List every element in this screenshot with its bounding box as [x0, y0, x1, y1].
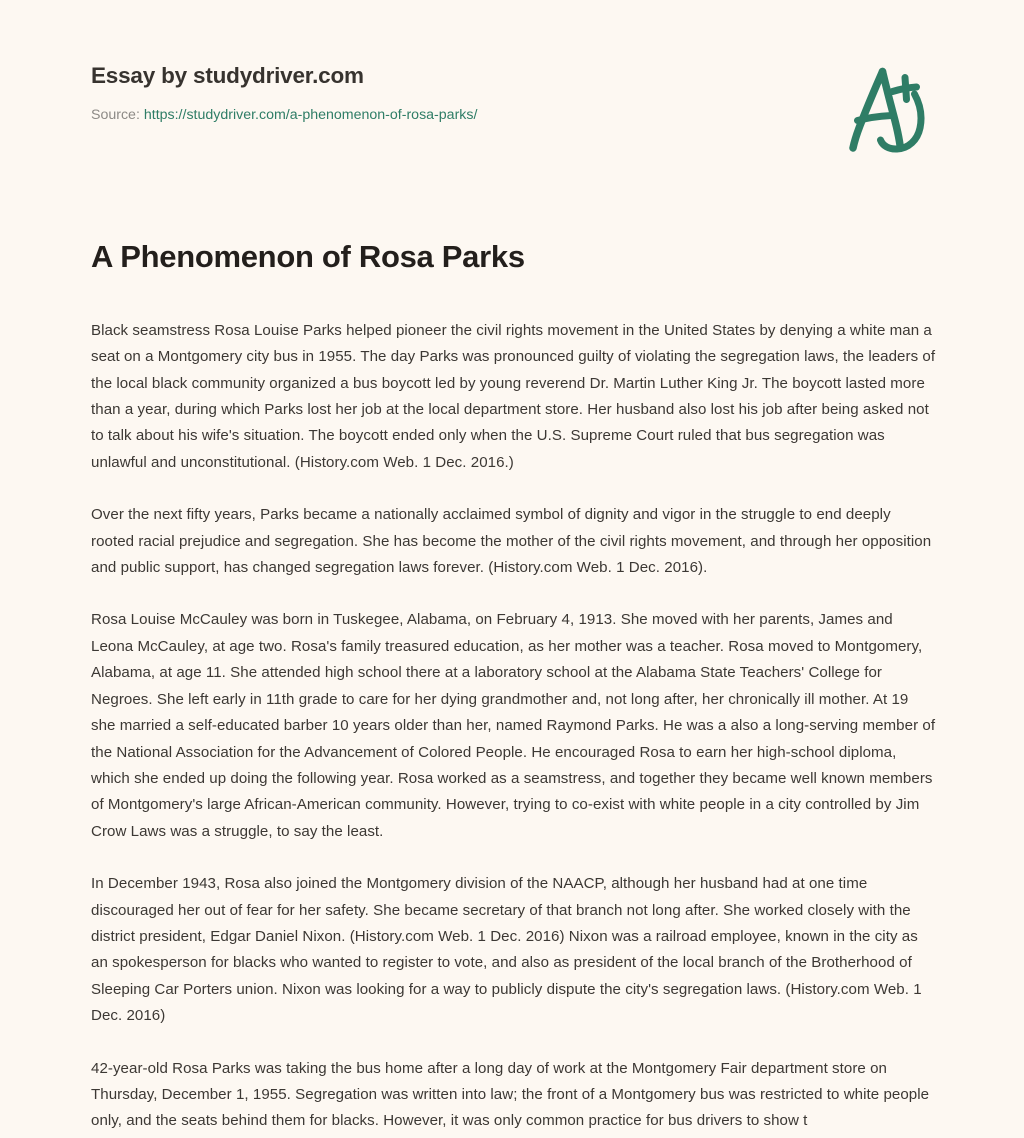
article-paragraph: Rosa Louise McCauley was born in Tuskegee, Alabama, on February 4, 1913. She moved with her parents, James and Leona McCauley, at age two. Rosa's family treasured education, as her mother was a teacher. Rosa moved to Montgomery, Alabama, at age 11. She attended high school there at a laboratory school at the Alabama State Teachers' College for Negroes. She left early in 11th grade to care for her dying grandmother and, not long after, her chronically ill mother. At 19 she married a self-educated barber 10 years older than her, named Raymond Parks. He was a also a long-serving member of the National Association for the Advancement of Colored People. He encouraged Rosa to earn her high-school diploma, which she ended up doing the following year. Rosa worked as a seamstress, and together they became well known members of Montgomery's large African-American community. However, trying to co-exist with white people in a city controlled by Jim Crow Laws was a struggle, to say the least. [91, 611, 936, 840]
article-paragraph: Over the next fifty years, Parks became a nationally acclaimed symbol of dignity and vigor in the struggle to end deeply rooted racial prejudice and segregation. She has become the mother of the civil rights movement, and through her opposition and public support, has changed segregation laws forever. (History.com Web. 1 Dec. 2016). [91, 506, 932, 577]
source-label: Source: [91, 107, 140, 123]
article-paragraph: 42-year-old Rosa Parks was taking the bus home after a long day of work at the Montgomery Fair department store on Thursday, December 1, 1955. Segregation was written into law; the front of a Montgomery bus was restricted to white people only, and the seats behind them for blacks. However, it was only common practice for bus drivers to show t [91, 1059, 930, 1130]
source-url-link[interactable]: https://studydriver.com/a-phenomenon-of-rosa-parks/ [143, 107, 478, 123]
page-title: A Phenomenon of Rosa Parks [91, 239, 525, 274]
source-line [91, 106, 477, 124]
byline: Essay by studydriver.com [91, 63, 364, 88]
article [91, 238, 936, 1135]
header-meta [91, 62, 477, 124]
article-body [91, 318, 936, 1135]
article-paragraph: Black seamstress Rosa Louise Parks helped pioneer the civil rights movement in the United States by denying a white man a seat on a Montgomery city bus in 1955. The day Parks was pronounced guilty of violating the segregation laws, the leaders of the local black community organized a bus boycott led by young reverend Dr. Martin Luther King Jr. The boycott lasted more than a year, during which Parks lost her job at the local department store. Her husband also lost his job after being asked not to talk about his wife's situation. The boycott ended only when the U.S. Supreme Court ruled that bus segregation was unlawful and unconstitutional. (History.com Web. 1 Dec. 2016.) [91, 321, 936, 471]
a-plus-logo-svg [836, 58, 940, 162]
article-paragraph: In December 1943, Rosa also joined the Montgomery division of the NAACP, although her husband had at one time discouraged her out of fear for her safety. She became secretary of that branch not long after. She worked closely with the district president, Edgar Daniel Nixon. (History.com Web. 1 Dec. 2016) Nixon was a railroad employee, known in the city as an spokesperson for blacks who wanted to register to vote, and also as president of the local branch of the Brotherhood of Sleeping Car Porters union. Nixon was looking for a way to publicly dispute the city's segregation laws. (History.com Web. 1 Dec. 2016) [91, 875, 922, 1025]
studydriver-a-plus-logo-icon [836, 58, 940, 162]
page-header [0, 0, 1024, 200]
